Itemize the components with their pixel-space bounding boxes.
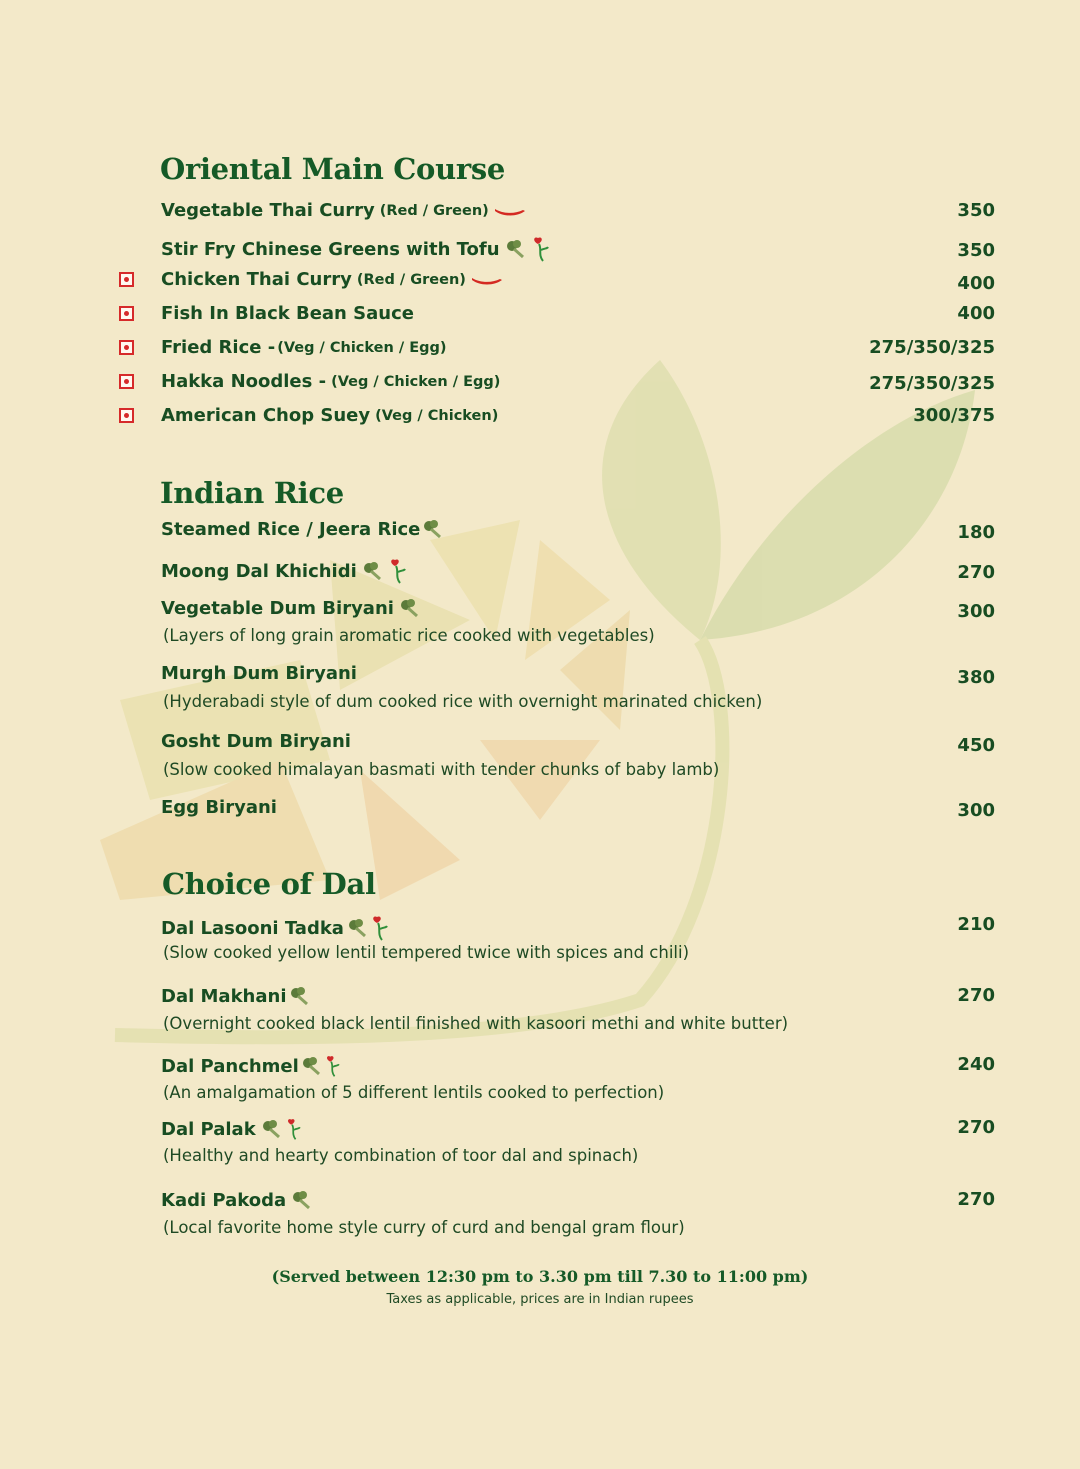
item-variant: (Veg / Chicken / Egg) xyxy=(277,339,447,356)
item-price: 270 xyxy=(957,985,995,1006)
rose-icon xyxy=(387,557,407,585)
serving-hours: (Served between 12:30 pm to 3.30 pm till 7.30 to 11:00 pm) xyxy=(271,1267,809,1286)
menu-item xyxy=(0,557,1080,587)
item-price: 380 xyxy=(957,667,995,688)
menu-item xyxy=(0,1054,1080,1110)
menu-item xyxy=(0,914,1080,970)
item-price: 300 xyxy=(957,601,995,622)
chili-icon xyxy=(470,274,504,286)
broccoli-icon xyxy=(346,917,368,939)
menu-item xyxy=(0,1189,1080,1245)
menu-item xyxy=(0,337,1080,367)
item-name: Stir Fry Chinese Greens with Tofu xyxy=(161,238,500,260)
non-veg-icon xyxy=(119,272,134,287)
item-price: 300/375 xyxy=(913,405,995,426)
menu-item xyxy=(0,235,1080,265)
item-name: Vegetable Dum Biryani xyxy=(161,597,394,619)
item-description: (Local favorite home style curry of curd and bengal gram flour) xyxy=(163,1218,685,1237)
item-variant: (Red / Green) xyxy=(356,271,466,288)
item-description: (An amalgamation of 5 different lentils cooked to perfection) xyxy=(163,1083,665,1102)
menu-item xyxy=(0,1117,1080,1173)
item-name: Gosht Dum Biryani xyxy=(161,731,351,752)
rose-icon xyxy=(369,914,389,942)
item-description: (Overnight cooked black lentil finished with kasoori methi and white butter) xyxy=(163,1014,789,1033)
item-description: (Hyderabadi style of dum cooked rice with overnight marinated chicken) xyxy=(163,692,763,711)
menu-item xyxy=(0,518,1080,548)
item-name: American Chop Suey xyxy=(161,405,371,426)
item-name: Moong Dal Khichidi xyxy=(161,560,357,582)
menu-item xyxy=(0,371,1080,401)
item-price: 450 xyxy=(957,735,995,756)
menu-item xyxy=(0,405,1080,435)
item-variant: (Red / Green) xyxy=(379,202,489,219)
item-name: Fried Rice - xyxy=(161,337,276,358)
broccoli-icon xyxy=(290,1189,312,1211)
item-price: 180 xyxy=(957,522,995,543)
item-name: Fish In Black Bean Sauce xyxy=(161,303,414,324)
broccoli-icon xyxy=(421,518,443,540)
item-price: 210 xyxy=(957,914,995,935)
item-name: Vegetable Thai Curry xyxy=(161,200,375,221)
tax-note: Taxes as applicable, prices are in Indian rupees xyxy=(386,1292,694,1307)
item-variant: (Veg / Chicken / Egg) xyxy=(331,373,501,390)
item-name: Dal Panchmel xyxy=(161,1055,299,1077)
item-name: Steamed Rice / Jeera Rice xyxy=(161,518,421,540)
item-price: 275/350/325 xyxy=(869,337,995,358)
non-veg-icon xyxy=(119,408,134,423)
item-price: 400 xyxy=(957,273,995,294)
item-price: 270 xyxy=(957,1189,995,1210)
item-name: Egg Biryani xyxy=(161,797,277,818)
section-title-indian-rice: Indian Rice xyxy=(160,476,344,510)
item-price: 240 xyxy=(957,1054,995,1075)
broccoli-icon xyxy=(260,1118,282,1140)
menu-item xyxy=(0,597,1080,653)
broccoli-icon xyxy=(300,1055,322,1077)
item-price: 300 xyxy=(957,800,995,821)
item-name: Dal Makhani xyxy=(161,985,287,1007)
item-price: 270 xyxy=(957,1117,995,1138)
broccoli-icon xyxy=(361,560,383,582)
item-price: 350 xyxy=(957,240,995,261)
item-description: (Slow cooked himalayan basmati with tender chunks of baby lamb) xyxy=(163,760,720,779)
item-price: 400 xyxy=(957,303,995,324)
menu-item xyxy=(0,797,1080,827)
menu-item xyxy=(0,303,1080,333)
item-price: 270 xyxy=(957,562,995,583)
item-name: Kadi Pakoda xyxy=(161,1189,287,1211)
item-price: 350 xyxy=(957,200,995,221)
rose-icon xyxy=(323,1054,341,1078)
menu-item xyxy=(0,663,1080,719)
broccoli-icon xyxy=(288,985,310,1007)
broccoli-icon xyxy=(398,597,420,619)
item-variant: (Veg / Chicken) xyxy=(375,407,499,424)
item-name: Chicken Thai Curry xyxy=(161,269,352,290)
item-price: 275/350/325 xyxy=(869,373,995,394)
menu-item xyxy=(0,731,1080,787)
non-veg-icon xyxy=(119,374,134,389)
non-veg-icon xyxy=(119,340,134,355)
item-name: Murgh Dum Biryani xyxy=(161,663,357,684)
broccoli-icon xyxy=(504,238,526,260)
menu-item xyxy=(0,269,1080,299)
non-veg-icon xyxy=(119,306,134,321)
item-description: (Slow cooked yellow lentil tempered twice with spices and chili) xyxy=(163,943,690,962)
rose-icon xyxy=(284,1117,302,1141)
section-title-choice-of-dal: Choice of Dal xyxy=(162,867,376,901)
item-description: (Layers of long grain aromatic rice cooked with vegetables) xyxy=(163,626,655,645)
item-name: Dal Palak xyxy=(161,1118,256,1140)
item-name: Hakka Noodles - xyxy=(161,371,327,392)
menu-item xyxy=(0,200,1080,230)
rose-icon xyxy=(530,235,550,263)
chili-icon xyxy=(493,205,527,217)
menu-item xyxy=(0,985,1080,1041)
item-description: (Healthy and hearty combination of toor dal and spinach) xyxy=(163,1146,639,1165)
section-title-oriental: Oriental Main Course xyxy=(160,152,506,186)
item-name: Dal Lasooni Tadka xyxy=(161,917,344,939)
